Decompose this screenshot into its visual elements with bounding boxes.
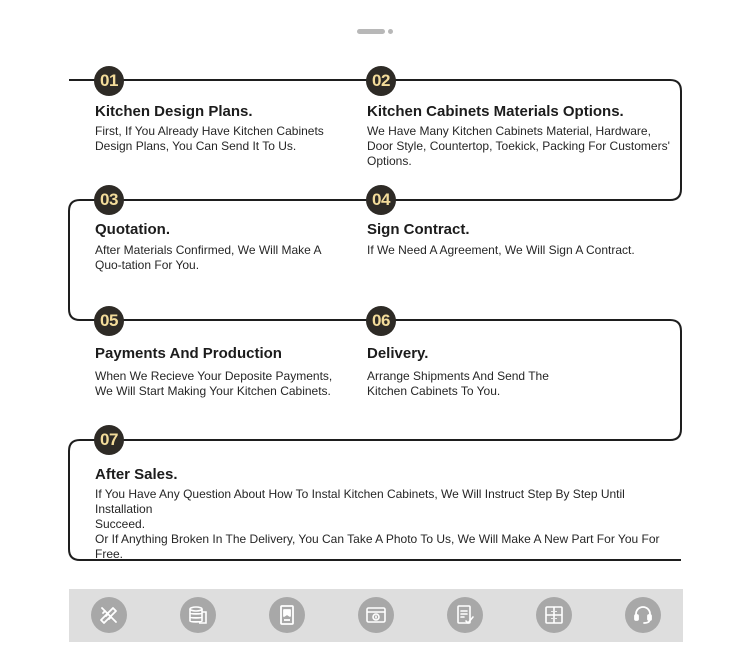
- process-icon-bar: [69, 589, 683, 642]
- description-line: Or If Anything Broken In The Delivery, You Can Take A Photo To Us, We Will Make A New Part For You For Free.: [95, 532, 660, 561]
- delivery-cabinet-icon[interactable]: [536, 597, 572, 633]
- step-number-badge: 04: [367, 186, 395, 214]
- design-pencil-ruler-icon[interactable]: [91, 597, 127, 633]
- step-title: Sign Contract.: [367, 221, 470, 238]
- step-number-badge: 06: [367, 307, 395, 335]
- step-number-badge: 05: [95, 307, 123, 335]
- description-line: Succeed.: [95, 517, 146, 531]
- step-description: If We Need A Agreement, We Will Sign A Contract.: [367, 243, 635, 257]
- contract-payment-icon[interactable]: [358, 597, 394, 633]
- step-description: We Have Many Kitchen Cabinets Material, Hardware, Door Style, Countertop, Toekick, Packing For Customers' Options.: [367, 124, 670, 168]
- after-sales-headset-icon[interactable]: [625, 597, 661, 633]
- step-title: Delivery.: [367, 345, 429, 362]
- step-title: Kitchen Design Plans.: [95, 103, 253, 120]
- step-description: First, If You Already Have Kitchen Cabinets Design Plans, You Can Send It To Us.: [95, 124, 324, 153]
- step-title: Payments And Production: [95, 345, 282, 362]
- step-description: After Materials Confirmed, We Will Make A Quo-tation For You.: [95, 243, 321, 272]
- materials-stack-icon[interactable]: [180, 597, 216, 633]
- step-description: Arrange Shipments And Send The Kitchen Cabinets To You.: [367, 369, 549, 398]
- step-title: After Sales.: [95, 466, 178, 483]
- step-description: When We Recieve Your Deposite Payments, We Will Start Making Your Kitchen Cabinets.: [95, 369, 333, 398]
- production-checklist-icon[interactable]: [447, 597, 483, 633]
- step-number-badge: 01: [95, 67, 123, 95]
- step-number-badge: 07: [95, 426, 123, 454]
- step-number-badge: 02: [367, 67, 395, 95]
- step-title: Kitchen Cabinets Materials Options.: [367, 103, 624, 120]
- step-number-badge: 03: [95, 186, 123, 214]
- description-line: If You Have Any Question About How To Instal Kitchen Cabinets, We Will Instruct Step By Step Until Installation: [95, 487, 625, 516]
- quotation-document-icon[interactable]: [269, 597, 305, 633]
- step-title: Quotation.: [95, 221, 170, 238]
- step-description: [95, 487, 675, 562]
